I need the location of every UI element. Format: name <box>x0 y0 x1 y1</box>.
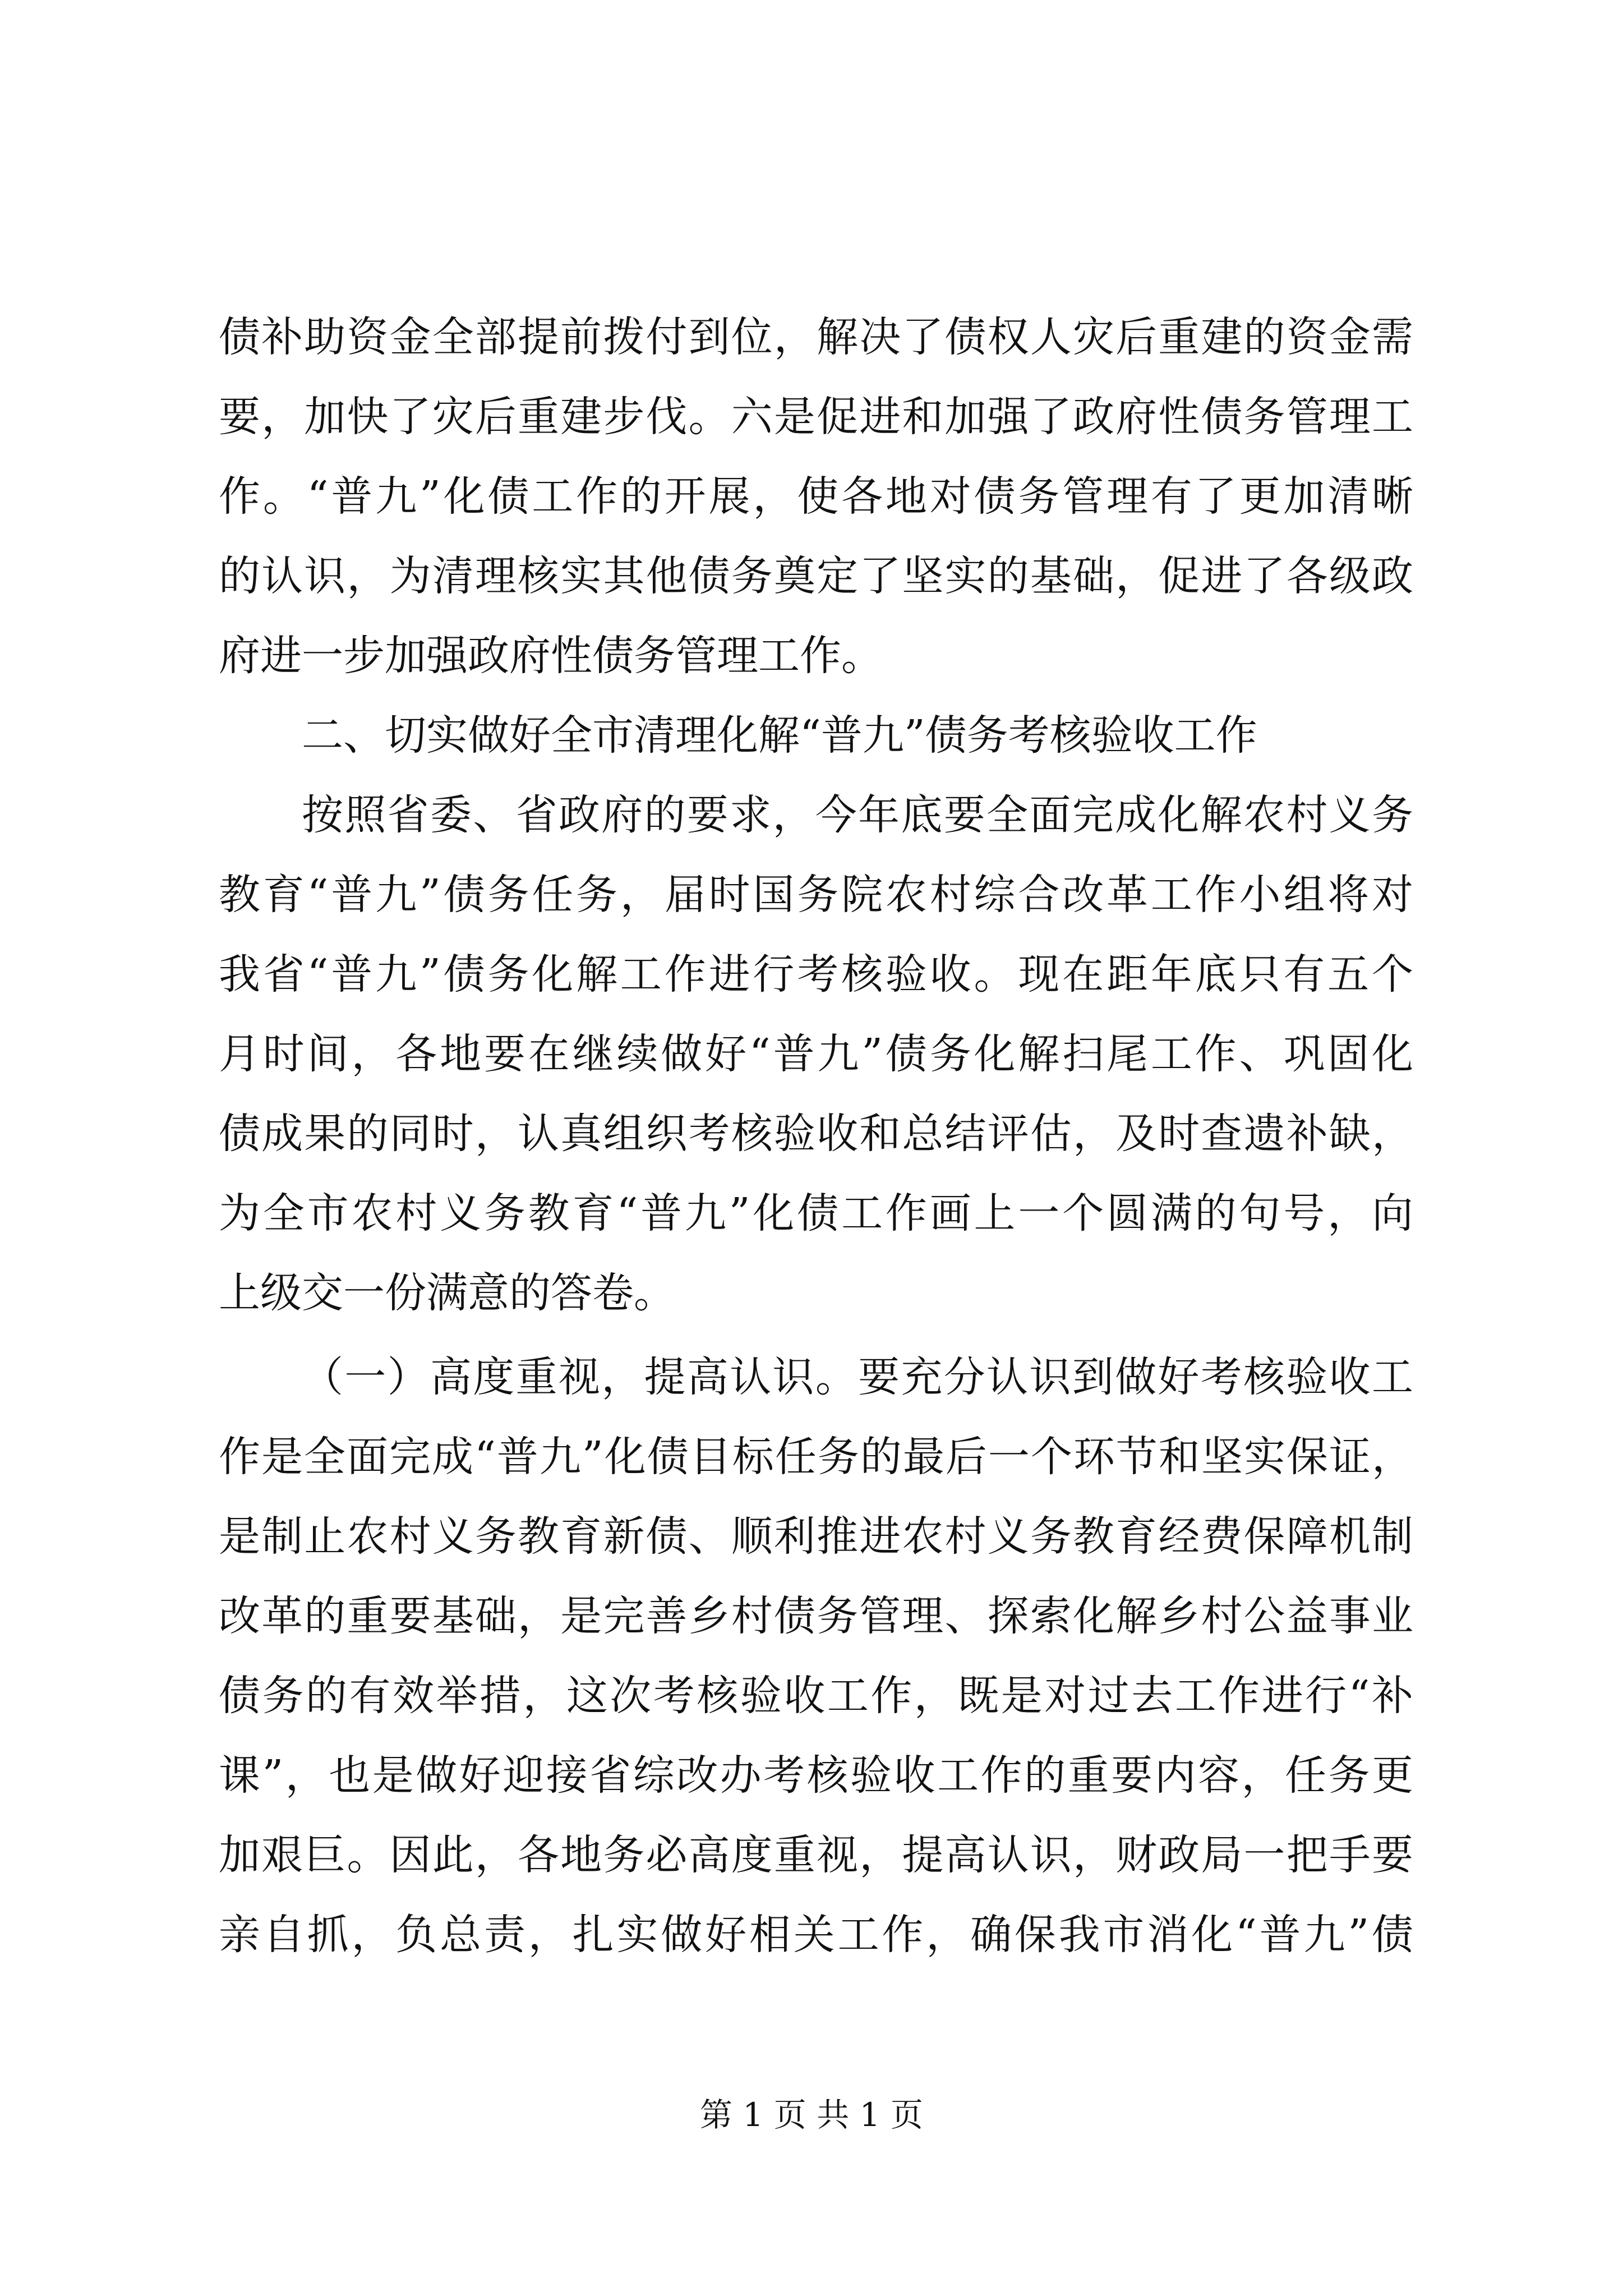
section-heading: 二、切实做好全市清理化解“普九”债务考核验收工作 <box>302 711 1257 760</box>
paragraph-line: 上级交一份满意的答卷。 <box>219 1269 675 1317</box>
paragraph-line: 按照省委、省政府的要求，今年底要全面完成化解农村义务 <box>302 791 1413 839</box>
paragraph-line: 教育“普九”债务任务，届时国务院农村综合改革工作小组将对 <box>219 871 1413 919</box>
paragraph-line: 亲自抓，负总责，扎实做好相关工作，确保我市消化“普九”债 <box>219 1911 1413 1959</box>
paragraph-line: 债补助资金全部提前拨付到位，解决了债权人灾后重建的资金需 <box>219 313 1413 361</box>
paragraph-line: 府进一步加强政府性债务管理工作。 <box>219 632 883 680</box>
paragraph-line: 是制止农村义务教育新债、顺利推进农村义务教育经费保障机制 <box>219 1512 1413 1561</box>
subsection-line: （一）高度重视，提高认识。要充分认识到做好考核验收工 <box>302 1353 1413 1401</box>
paragraph-line: 改革的重要基础，是完善乡村债务管理、探索化解乡村公益事业 <box>219 1592 1413 1640</box>
paragraph-line: 加艰巨。因此，各地务必高度重视，提高认识，财政局一把手要 <box>219 1831 1413 1879</box>
paragraph-line: 债务的有效举措，这次考核验收工作，既是对过去工作进行“补 <box>219 1672 1413 1720</box>
paragraph-line: 债成果的同时，认真组织考核验收和总结评估，及时查遗补缺， <box>219 1110 1413 1158</box>
paragraph-line: 月时间，各地要在继续做好“普九”债务化解扫尾工作、巩固化 <box>219 1030 1413 1078</box>
paragraph-line: 作。“普九”化债工作的开展，使各地对债务管理有了更加清晰 <box>219 472 1413 521</box>
paragraph-line: 课”，也是做好迎接省综改办考核验收工作的重要内容，任务更 <box>219 1751 1413 1800</box>
paragraph-line: 为全市农村义务教育“普九”化债工作画上一个圆满的句号，向 <box>219 1189 1413 1237</box>
paragraph-line: 作是全面完成“普九”化债目标任务的最后一个环节和坚实保证， <box>219 1433 1413 1481</box>
paragraph-line: 我省“普九”债务化解工作进行考核验收。现在距年底只有五个 <box>219 950 1413 999</box>
paragraph-line: 要，加快了灾后重建步伐。六是促进和加强了政府性债务管理工 <box>219 393 1413 441</box>
page-number-footer: 第 1 页 共 1 页 <box>700 2096 923 2134</box>
document-body <box>219 297 1413 1975</box>
paragraph-line: 的认识，为清理核实其他债务奠定了坚实的基础，促进了各级政 <box>219 552 1413 600</box>
